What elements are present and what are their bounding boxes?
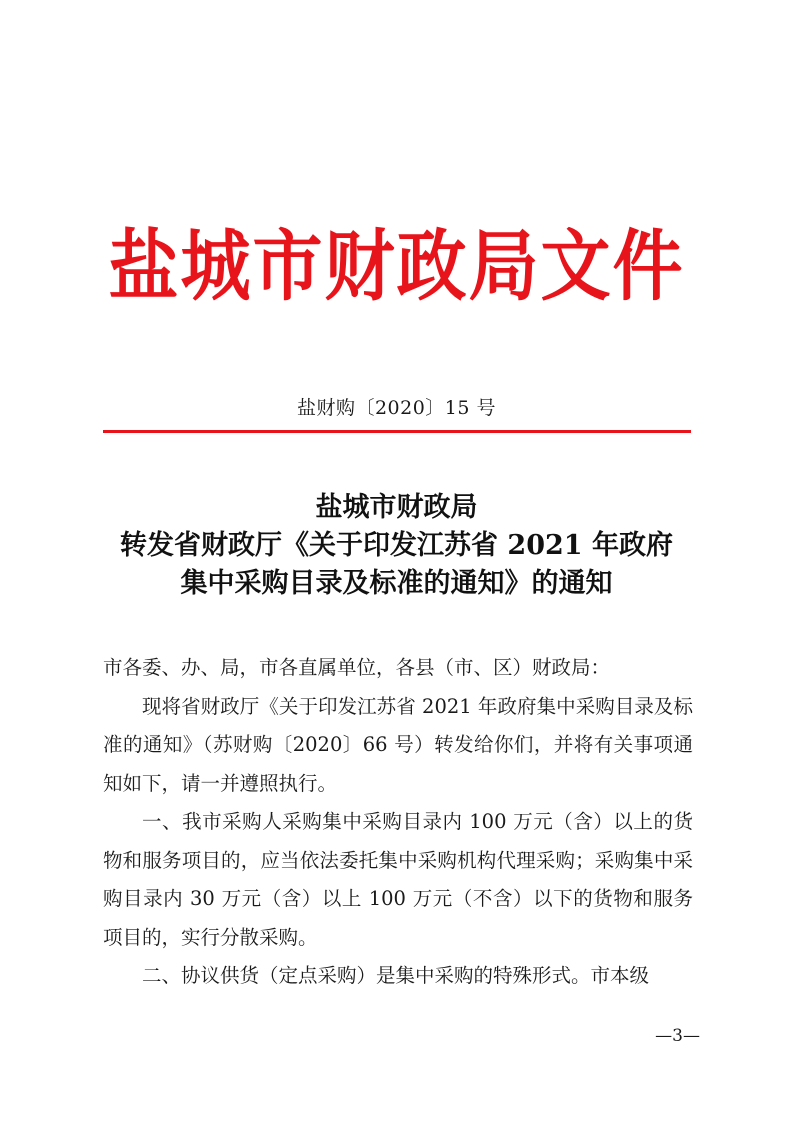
salutation: 市各委、办、局，市各直属单位，各县（市、区）财政局： [103, 656, 611, 679]
notice-title [0, 489, 793, 603]
notice-title-line-1: 盐城市财政局 [315, 492, 478, 523]
document-body [103, 649, 693, 996]
body-paragraph-item-1: 一、我市采购人采购集中采购目录内 100 万元（含）以上的货物和服务项目的，应当依法委托集中采购机构代理采购；采购集中采购目录内 30 万元（含）以上 100 万元（不含）以下的货物和服务项目的，实行分散采购。 [103, 810, 693, 949]
red-separator-line [103, 430, 691, 433]
body-paragraph-item-2: 二、协议供货（定点采购）是集中采购的特殊形式。市本级 [142, 964, 650, 987]
document-header-title: 盐城市财政局文件 [108, 220, 685, 312]
body-paragraph-intro: 现将省财政厅《关于印发江苏省 2021 年政府集中采购目录及标准的通知》（苏财购〔2020〕66 号）转发给你们，并将有关事项通知如下，请一并遵照执行。 [103, 694, 693, 795]
notice-title-line-2: 转发省财政厅《关于印发江苏省 2021 年政府 [120, 530, 673, 561]
notice-title-line-3: 集中采购目录及标准的通知》的通知 [180, 568, 613, 599]
page-number: —3— [655, 1026, 700, 1046]
document-number: 盐财购〔2020〕15 号 [296, 397, 497, 419]
